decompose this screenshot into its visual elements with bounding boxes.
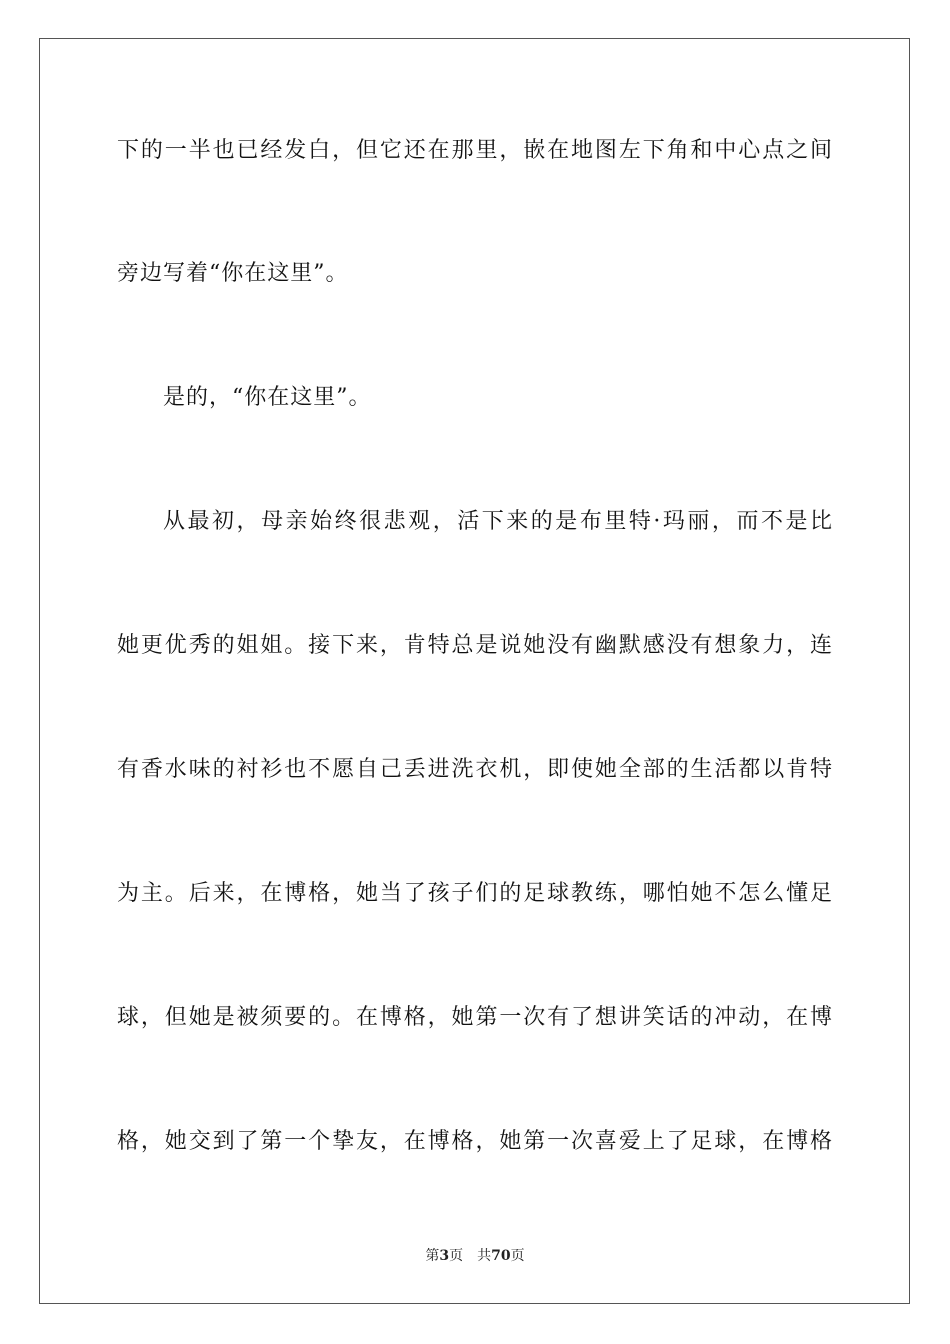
text-line-6: 有香水味的衬衫也不愿自己丢进洗衣机，即使她全部的生活都以肯特 — [117, 757, 833, 782]
total-pages: 70 — [491, 1248, 511, 1264]
text-line-8: 球，但她是被须要的。在博格，她第一次有了想讲笑话的冲动，在博 — [117, 1005, 833, 1030]
text-line-4: 从最初，母亲始终很悲观，活下来的是布里特·玛丽，而不是比 — [163, 509, 833, 534]
page-footer — [0, 1246, 950, 1266]
text-line-2: 旁边写着“你在这里”。 — [117, 261, 349, 286]
page-border — [39, 38, 910, 1304]
page-suffix: 页 — [449, 1248, 464, 1264]
total-prefix: 共 — [477, 1248, 492, 1264]
text-line-7: 为主。后来，在博格，她当了孩子们的足球教练，哪怕她不怎么懂足 — [117, 881, 833, 906]
page-number: 3 — [439, 1248, 450, 1264]
text-line-5: 她更优秀的姐姐。接下来，肯特总是说她没有幽默感没有想象力，连 — [117, 633, 833, 658]
text-line-3: 是的，“你在这里”。 — [163, 385, 372, 410]
text-line-9: 格，她交到了第一个挚友，在博格，她第一次喜爱上了足球，在博格 — [117, 1129, 833, 1154]
page-prefix: 第 — [425, 1248, 440, 1264]
text-line-1: 下的一半也已经发白，但它还在那里，嵌在地图左下角和中心点之间 — [117, 138, 833, 163]
total-suffix: 页 — [510, 1248, 525, 1264]
